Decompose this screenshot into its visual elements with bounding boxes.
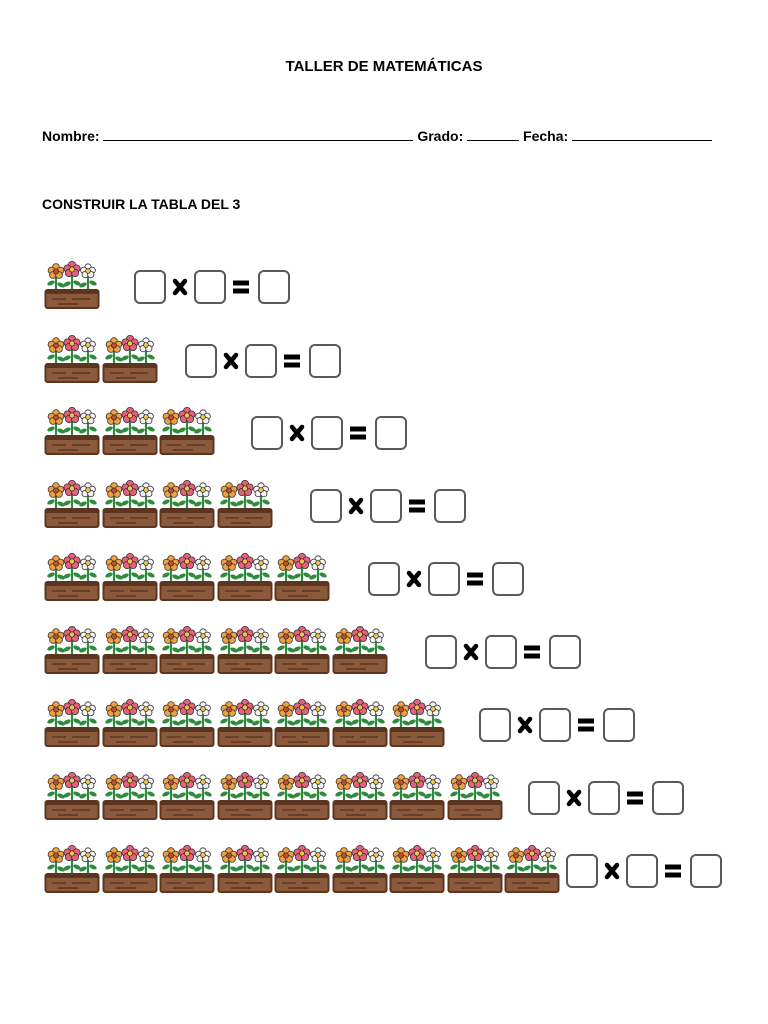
flower-planter-icon <box>102 550 158 602</box>
flower-planter-icon <box>44 623 100 675</box>
flower-planter-icon <box>44 404 100 456</box>
flower-planter-icon <box>332 696 388 748</box>
flower-planter-icon <box>332 842 388 894</box>
equals-icon <box>232 279 250 295</box>
flower-planter-icon <box>44 258 100 310</box>
flower-planter-icon <box>389 842 445 894</box>
product-answer-box[interactable] <box>603 708 635 742</box>
product-answer-box[interactable] <box>309 344 341 378</box>
multiplication-equation <box>185 344 345 380</box>
flower-planter-icon <box>217 550 273 602</box>
fecha-label: Fecha: <box>523 128 569 144</box>
product-answer-box[interactable] <box>258 270 290 304</box>
table-row <box>44 258 744 310</box>
flower-planter-icon <box>274 550 330 602</box>
flower-planter-icon <box>447 769 503 821</box>
flower-planter-icon <box>389 769 445 821</box>
grado-field[interactable] <box>467 128 519 141</box>
equals-icon <box>283 353 301 369</box>
factor-answer-box[interactable] <box>310 489 342 523</box>
table-row <box>44 842 744 894</box>
flower-planter-icon <box>159 842 215 894</box>
flower-planter-icon <box>44 332 100 384</box>
multiplication-equation <box>134 270 294 306</box>
factor-answer-box[interactable] <box>428 562 460 596</box>
factor-answer-box[interactable] <box>539 708 571 742</box>
flower-planter-icon <box>44 477 100 529</box>
times-icon <box>289 424 305 442</box>
times-icon <box>172 278 188 296</box>
product-answer-box[interactable] <box>375 416 407 450</box>
flower-planter-icon <box>44 550 100 602</box>
equals-icon <box>664 863 682 879</box>
factor-answer-box[interactable] <box>134 270 166 304</box>
times-icon <box>463 643 479 661</box>
flower-planter-icon <box>274 769 330 821</box>
flower-planter-icon <box>274 696 330 748</box>
equals-icon <box>466 571 484 587</box>
flower-planter-icon <box>389 696 445 748</box>
flower-planter-icon <box>217 696 273 748</box>
times-icon <box>604 862 620 880</box>
factor-answer-box[interactable] <box>251 416 283 450</box>
equals-icon <box>408 498 426 514</box>
product-answer-box[interactable] <box>492 562 524 596</box>
table-row <box>44 332 744 384</box>
flower-planter-icon <box>274 842 330 894</box>
flower-planter-icon <box>159 769 215 821</box>
flower-planter-icon <box>102 404 158 456</box>
product-answer-box[interactable] <box>549 635 581 669</box>
multiplication-equation <box>251 416 411 452</box>
flower-planter-icon <box>217 769 273 821</box>
table-row <box>44 623 744 675</box>
product-answer-box[interactable] <box>690 854 722 888</box>
flower-planter-icon <box>217 623 273 675</box>
product-answer-box[interactable] <box>434 489 466 523</box>
nombre-label: Nombre: <box>42 128 100 144</box>
multiplication-equation <box>528 781 688 817</box>
flower-planter-icon <box>274 623 330 675</box>
table-row <box>44 550 744 602</box>
factor-answer-box[interactable] <box>370 489 402 523</box>
page-title: TALLER DE MATEMÁTICAS <box>285 58 483 75</box>
equals-icon <box>626 790 644 806</box>
table-row <box>44 769 744 821</box>
fecha-field[interactable] <box>572 128 712 141</box>
multiplication-equation <box>479 708 639 744</box>
multiplication-equation <box>566 854 726 890</box>
flower-planter-icon <box>102 623 158 675</box>
factor-answer-box[interactable] <box>588 781 620 815</box>
factor-answer-box[interactable] <box>245 344 277 378</box>
nombre-field[interactable] <box>103 128 413 141</box>
times-icon <box>517 716 533 734</box>
table-row <box>44 404 744 456</box>
multiplication-equation <box>368 562 528 598</box>
factor-answer-box[interactable] <box>566 854 598 888</box>
flower-planter-icon <box>44 769 100 821</box>
flower-planter-icon <box>102 842 158 894</box>
flower-planter-icon <box>217 477 273 529</box>
multiplication-equation <box>310 489 470 525</box>
flower-planter-icon <box>217 842 273 894</box>
times-icon <box>406 570 422 588</box>
times-icon <box>566 789 582 807</box>
flower-planter-icon <box>102 769 158 821</box>
multiplication-equation <box>425 635 585 671</box>
flower-planter-icon <box>44 696 100 748</box>
equals-icon <box>349 425 367 441</box>
times-icon <box>223 352 239 370</box>
flower-planter-icon <box>44 842 100 894</box>
factor-answer-box[interactable] <box>368 562 400 596</box>
product-answer-box[interactable] <box>652 781 684 815</box>
flower-planter-icon <box>504 842 560 894</box>
flower-planter-icon <box>159 623 215 675</box>
factor-answer-box[interactable] <box>528 781 560 815</box>
times-icon <box>348 497 364 515</box>
factor-answer-box[interactable] <box>425 635 457 669</box>
factor-answer-box[interactable] <box>311 416 343 450</box>
flower-planter-icon <box>332 623 388 675</box>
equals-icon <box>523 644 541 660</box>
flower-planter-icon <box>159 477 215 529</box>
factor-answer-box[interactable] <box>194 270 226 304</box>
factor-answer-box[interactable] <box>479 708 511 742</box>
flower-planter-icon <box>159 550 215 602</box>
grado-label: Grado: <box>417 128 464 144</box>
flower-planter-icon <box>102 696 158 748</box>
table-row <box>44 477 744 529</box>
flower-planter-icon <box>159 696 215 748</box>
factor-answer-box[interactable] <box>185 344 217 378</box>
equals-icon <box>577 717 595 733</box>
flower-planter-icon <box>102 477 158 529</box>
flower-planter-icon <box>447 842 503 894</box>
factor-answer-box[interactable] <box>626 854 658 888</box>
table-row <box>44 696 744 748</box>
flower-planter-icon <box>102 332 158 384</box>
factor-answer-box[interactable] <box>485 635 517 669</box>
flower-planter-icon <box>159 404 215 456</box>
flower-planter-icon <box>332 769 388 821</box>
instruction-heading: CONSTRUIR LA TABLA DEL 3 <box>42 196 241 212</box>
student-info-line <box>42 128 732 144</box>
